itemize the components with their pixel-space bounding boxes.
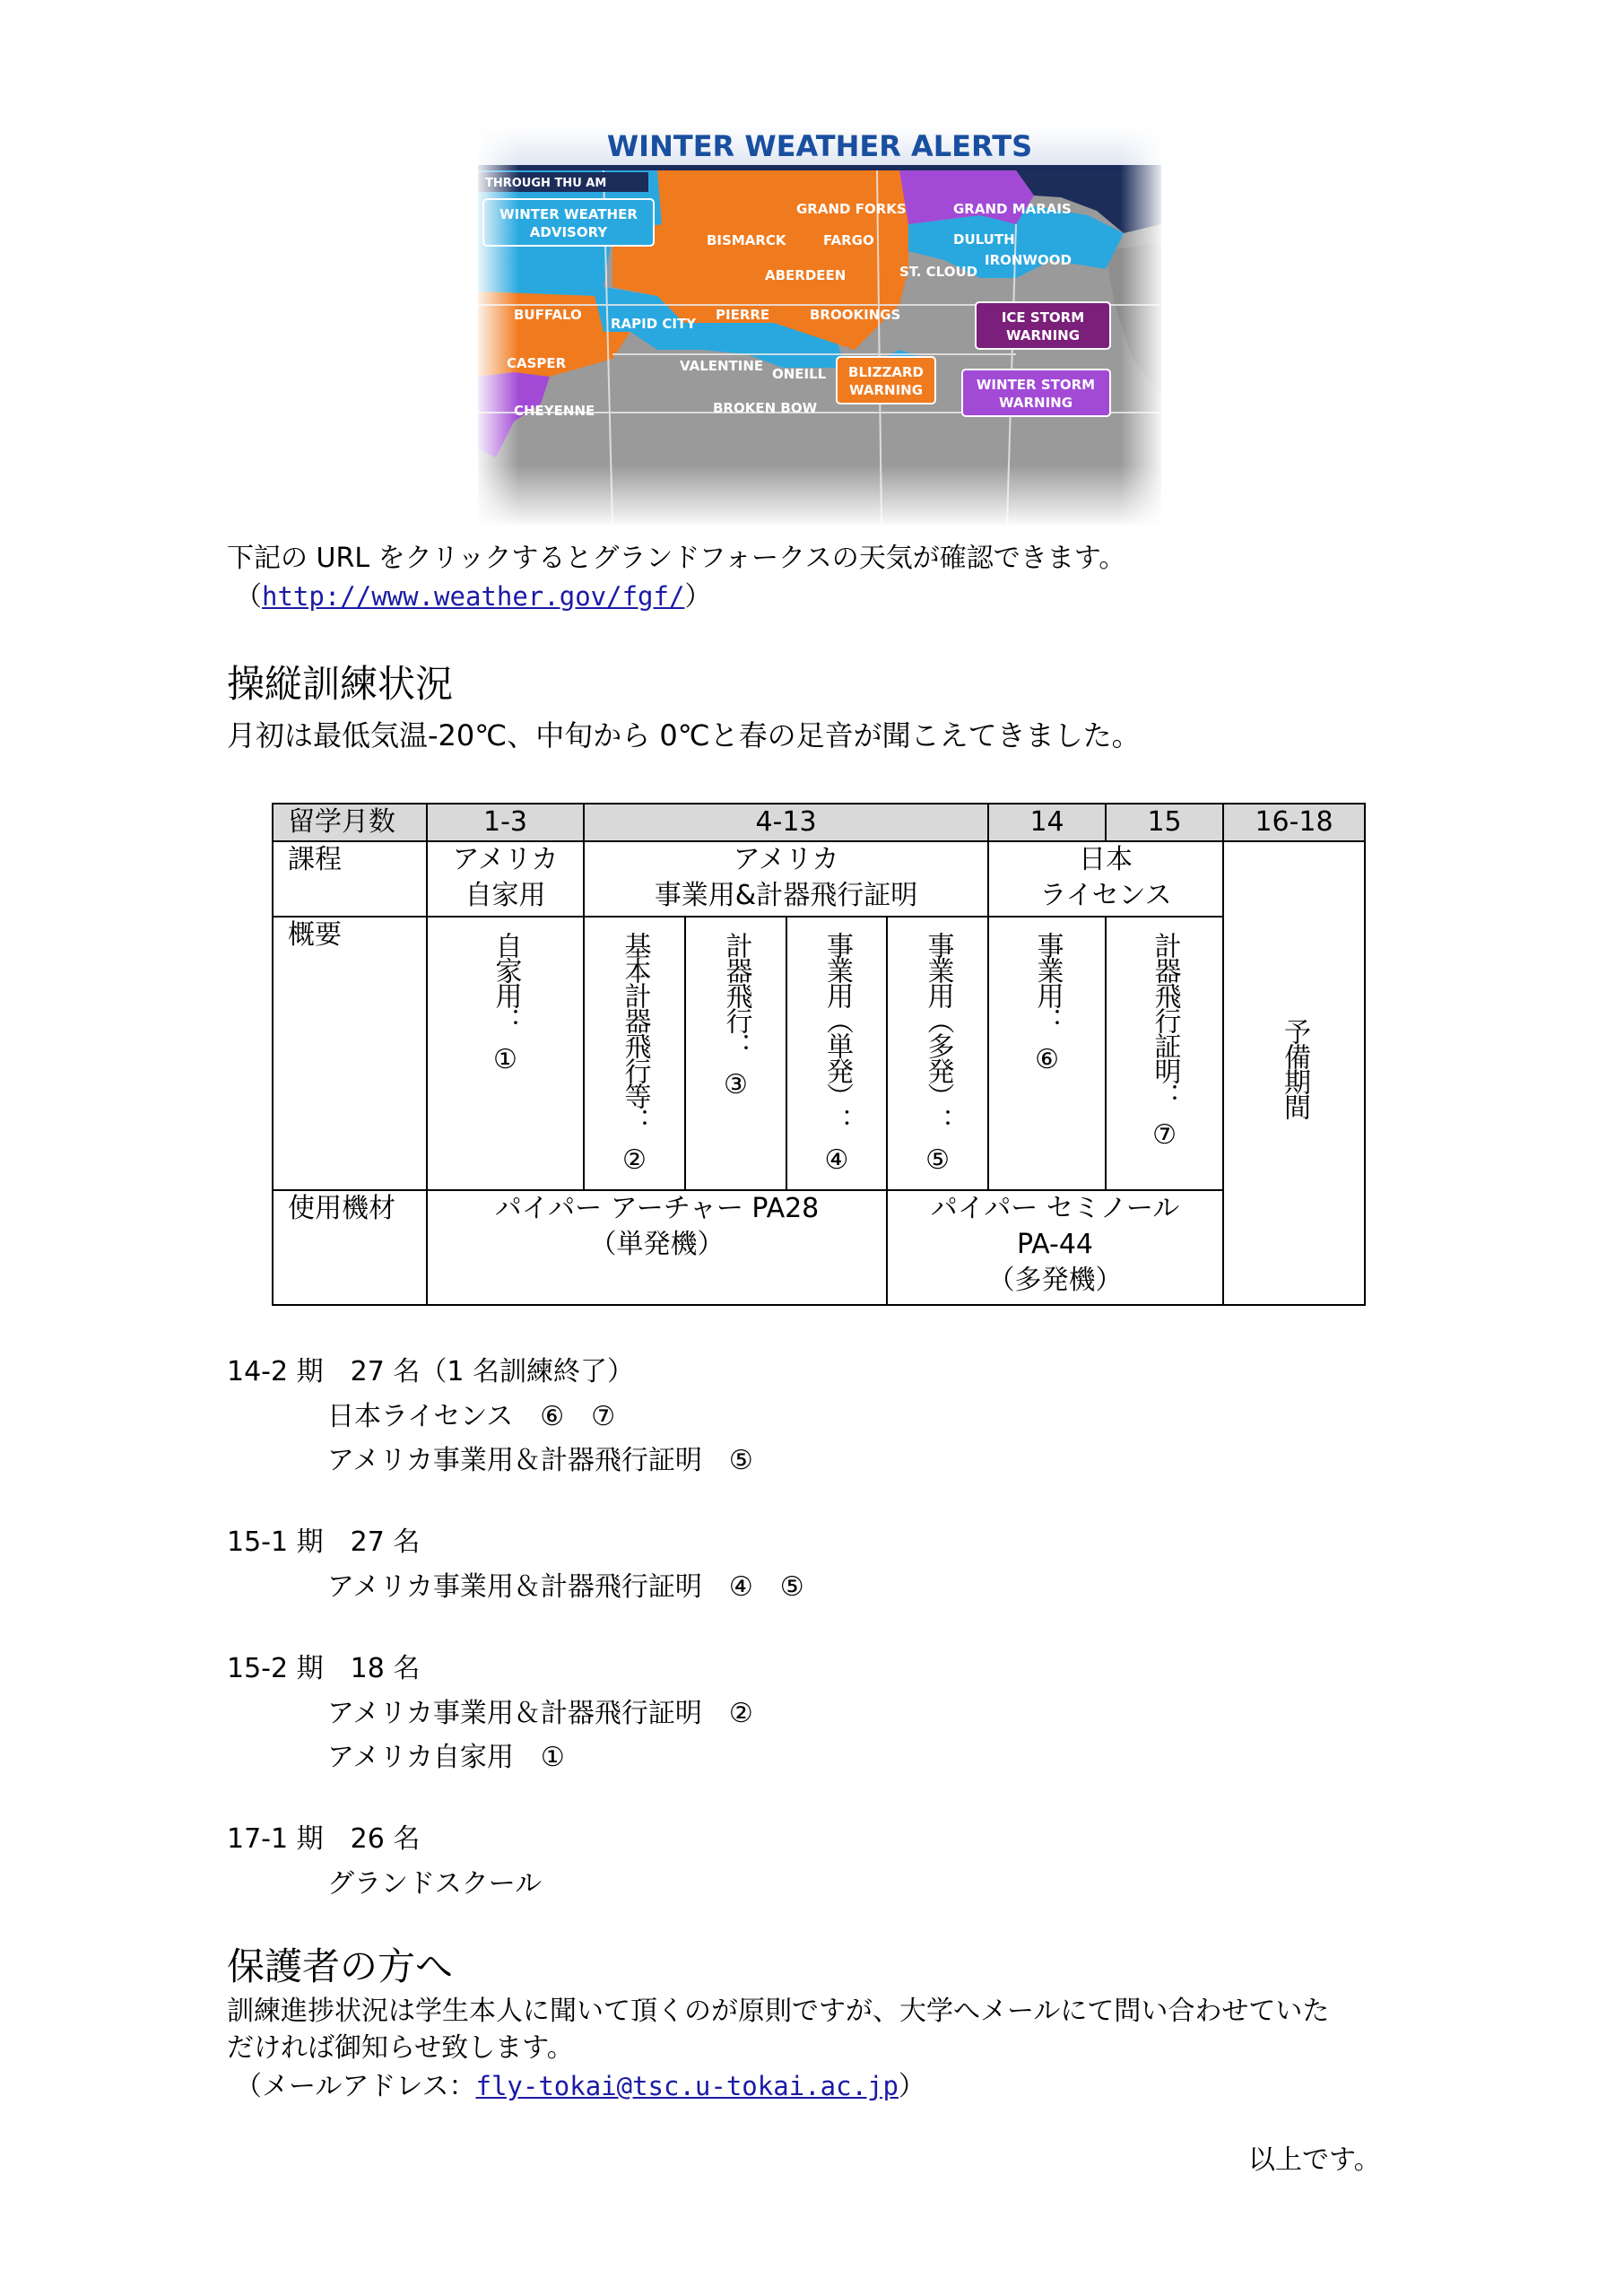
group-15-1-title: 15-1 期 27 名: [227, 1526, 421, 1558]
course-label: 課程: [273, 841, 427, 917]
summary-3: 計器飛行： ③: [685, 917, 786, 1190]
summary-1: 自家用： ①: [427, 917, 584, 1190]
aircraft-row: [273, 1190, 1365, 1305]
mail-suffix: ）: [898, 2071, 925, 2102]
parents-text-2: だければ御知らせ致します。: [227, 2032, 574, 2064]
email-link[interactable]: fly-tokai@tsc.u-tokai.ac.jp: [475, 2071, 899, 2101]
closing-text: 以上です。: [1248, 2144, 1381, 2176]
summary-2: 基本計器飛行等： ②: [584, 917, 685, 1190]
weather-url-link[interactable]: http://www.weather.gov/fgf/: [262, 581, 685, 612]
course-japan-license: 日本 ライセンス: [988, 841, 1223, 917]
course-us-private: アメリカ 自家用: [427, 841, 584, 917]
header-14: 14: [988, 804, 1106, 841]
summary-4: 事業用（単発）： ④: [786, 917, 887, 1190]
group-14-2-line: 日本ライセンス ⑥ ⑦: [327, 1401, 616, 1432]
course-row: [273, 841, 1365, 917]
group-14-2-title: 14-2 期 27 名（1 名訓練終了）: [227, 1356, 634, 1387]
summary-5: 事業用（多発）： ⑤: [887, 917, 988, 1190]
weather-alert-map: [478, 126, 1161, 525]
summary-7: 計器飛行証明： ⑦: [1106, 917, 1223, 1190]
group-15-1-line: アメリカ事業用＆計器飛行証明 ④ ⑤: [327, 1571, 804, 1603]
reserve-period: 予備期間: [1279, 1018, 1311, 1118]
header-15: 15: [1106, 804, 1223, 841]
email-line: [235, 2068, 925, 2105]
aircraft-multi: パイパー セミノール PA-44 （多発機）: [887, 1190, 1223, 1305]
summary-row: [273, 917, 1365, 1190]
group-15-2-title: 15-2 期 18 名: [227, 1653, 421, 1684]
group-15-2-line: アメリカ事業用＆計器飛行証明 ②: [327, 1698, 753, 1729]
group-15-2-line: アメリカ自家用 ①: [327, 1742, 565, 1773]
intro-text: 下記の URL をクリックするとグランドフォークスの天気が確認できます。: [227, 543, 1126, 574]
group-17-1-line: グランドスクール: [327, 1868, 543, 1900]
header-1-3: 1-3: [427, 804, 584, 841]
header-16-18: 16-18: [1223, 804, 1365, 841]
parents-heading: 保護者の方へ: [227, 1944, 454, 1988]
group-17-1-title: 17-1 期 26 名: [227, 1823, 421, 1855]
course-us-commercial: アメリカ 事業用&計器飛行証明: [584, 841, 988, 917]
summary-6: 事業用： ⑥: [988, 917, 1106, 1190]
paren-open: （: [235, 581, 262, 613]
paren-close: ）: [684, 581, 712, 613]
aircraft-single: パイパー アーチャー PA28 （単発機）: [427, 1190, 887, 1305]
table-header-row: [273, 804, 1365, 841]
header-months: 留学月数: [273, 804, 427, 841]
weather-note: 月初は最低気温-20℃、中旬から 0℃と春の足音が聞こえてきました。: [227, 718, 1141, 752]
group-14-2-line: アメリカ事業用＆計器飛行証明 ⑤: [327, 1445, 753, 1476]
parents-text-1: 訓練進捗状況は学生本人に聞いて頂くのが原則ですが、大学へメールにて問い合わせていた: [227, 1996, 1330, 2027]
aircraft-label: 使用機材: [273, 1190, 427, 1305]
mail-prefix: （メールアドレス：: [235, 2071, 476, 2102]
url-line: [235, 578, 711, 615]
training-status-heading: 操縦訓練状況: [227, 662, 454, 706]
training-schedule-table: [272, 803, 1366, 1306]
header-4-13: 4-13: [584, 804, 988, 841]
summary-label: 概要: [273, 917, 427, 1190]
reserve-period-cell: [1223, 841, 1365, 1305]
